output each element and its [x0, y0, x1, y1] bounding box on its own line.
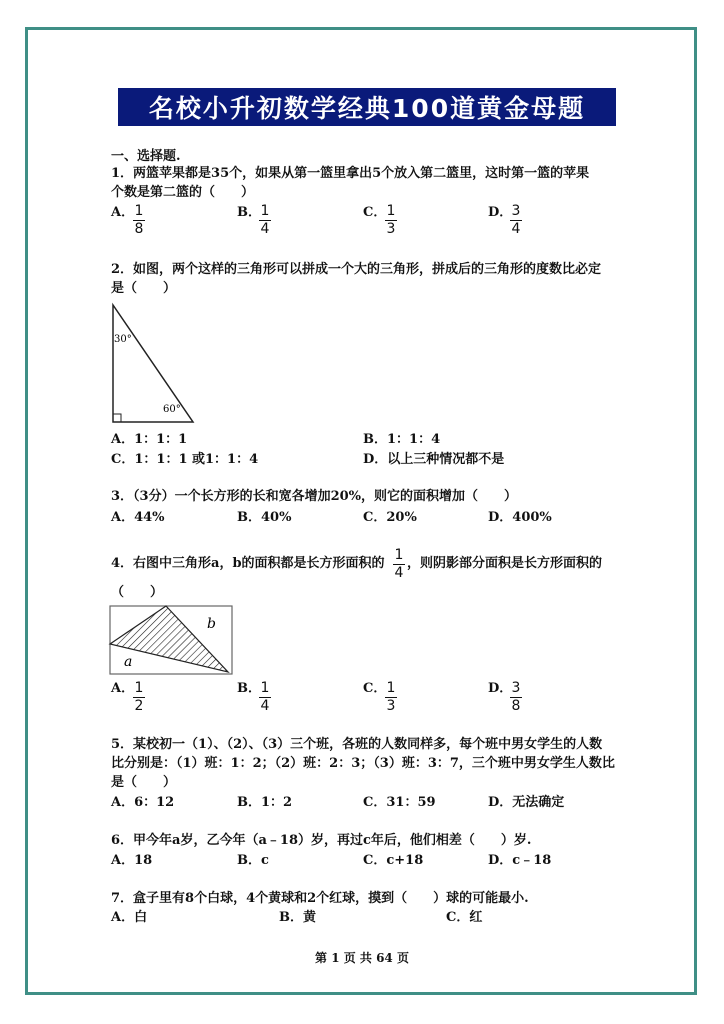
q1-option-b-label: B．: [237, 205, 261, 220]
q1-option-d-label: D．: [488, 205, 513, 220]
q4-option-d-label: D．: [488, 681, 513, 696]
q4-line1-part1: 4．右图中三角形a，b的面积都是长方形面积的: [111, 556, 385, 571]
numerator: 1: [386, 203, 396, 219]
q3-line1: 3．（3分）一个长方形的长和宽各增加20%，则它的面积增加（ ）: [111, 489, 518, 504]
page-number-footer: 第 1 页 共 64 页: [315, 951, 409, 965]
page-title: 名校小升初数学经典100道黄金母题: [118, 88, 616, 126]
q3-option-c: C．20%: [363, 510, 417, 525]
q7-option-b: B．黄: [279, 910, 316, 925]
numerator: 1: [260, 203, 270, 219]
q7-option-c: C．红: [446, 910, 483, 925]
q1-line2: 个数是第二篮的（ ）: [111, 185, 255, 200]
q3-option-d: D．400%: [488, 510, 552, 525]
section-heading: 一、选择题.: [111, 149, 181, 164]
numerator: 3: [511, 203, 521, 219]
q3-option-a: A．44%: [111, 510, 165, 525]
q1-option-d-fraction: [510, 204, 522, 237]
q6-option-a: A．18: [111, 853, 153, 868]
q6-line1: 6．甲今年a岁，乙今年（a﹣18）岁，再过c年后，他们相差（ ）岁.: [111, 833, 532, 848]
denominator: 3: [386, 698, 396, 714]
q1-option-c-fraction: [385, 204, 397, 237]
q1-line1: 1．两篮苹果都是35个，如果从第一篮里拿出5个放入第二篮里，这时第一篮的苹果: [111, 166, 590, 181]
q4-option-b-fraction: [259, 681, 271, 714]
denominator: 8: [134, 221, 144, 237]
numerator: 1: [260, 680, 270, 696]
region-a-label: a: [124, 654, 133, 670]
q5-line1: 5．某校初一（1）、（2）、（3）三个班，各班的人数同样多，每个班中男女学生的人数: [111, 737, 603, 752]
angle-60-label: 60°: [163, 404, 181, 415]
denominator: 4: [260, 698, 270, 714]
q7-option-a: A．白: [111, 910, 148, 925]
q2-line1: 2．如图，两个这样的三角形可以拼成一个大的三角形，拼成后的三角形的度数比必定: [111, 262, 602, 277]
q4-option-d-fraction: [510, 681, 522, 714]
q1-option-a-label: A．: [111, 205, 135, 220]
q4-option-a-fraction: [133, 681, 145, 714]
q4-option-c-fraction: [385, 681, 397, 714]
q5-option-b: B．1：2: [237, 795, 293, 810]
q5-option-d: D．无法确定: [488, 795, 565, 810]
denominator: 3: [386, 221, 396, 237]
right-triangle-figure: [108, 302, 200, 426]
denominator: 4: [260, 221, 270, 237]
q4-option-b-label: B．: [237, 681, 261, 696]
q5-line3: 是（ ）: [111, 775, 177, 790]
q4-line1-part2: ，则阴影部分面积是长方形面积的: [407, 556, 603, 571]
q6-option-b: B．c: [237, 853, 269, 868]
q5-line2: 比分别是：（1）班：1：2；（2）班：2：3；（3）班：3：7，三个班中男女学生人数比: [111, 756, 615, 771]
numerator: 1: [394, 547, 404, 563]
q4-option-a-label: A．: [111, 681, 135, 696]
rectangle-triangle-figure: [108, 604, 236, 676]
q2-option-a: A．1：1：1: [111, 432, 188, 447]
denominator: 4: [511, 221, 521, 237]
q5-option-a: A．6：12: [111, 795, 175, 810]
denominator: 8: [511, 698, 521, 714]
q2-option-c: C．1：1：1 或1：1：4: [111, 452, 259, 467]
numerator: 1: [386, 680, 396, 696]
q7-line1: 7．盒子里有8个白球，4个黄球和2个红球，摸到（ ）球的可能最小.: [111, 891, 529, 906]
q2-line2: 是（ ）: [111, 281, 177, 296]
q2-option-b: B．1：1：4: [363, 432, 441, 447]
denominator: 4: [394, 565, 404, 581]
region-b-label: b: [207, 616, 216, 632]
numerator: 1: [134, 203, 144, 219]
numerator: 3: [511, 680, 521, 696]
q6-option-c: C．c+18: [363, 853, 424, 868]
q6-option-d: D．c﹣18: [488, 853, 552, 868]
q1-option-b-fraction: [259, 204, 271, 237]
q1-option-c-label: C．: [363, 205, 387, 220]
q1-option-a-fraction: [133, 204, 145, 237]
angle-30-label: 30°: [114, 334, 132, 345]
q4-line2: （ ）: [111, 585, 164, 600]
q4-inline-fraction: [393, 548, 405, 581]
q2-option-d: D．以上三种情况都不是: [363, 452, 505, 467]
q4-option-c-label: C．: [363, 681, 387, 696]
numerator: 1: [134, 680, 144, 696]
denominator: 2: [134, 698, 144, 714]
q3-option-b: B．40%: [237, 510, 292, 525]
q5-option-c: C．31：59: [363, 795, 436, 810]
